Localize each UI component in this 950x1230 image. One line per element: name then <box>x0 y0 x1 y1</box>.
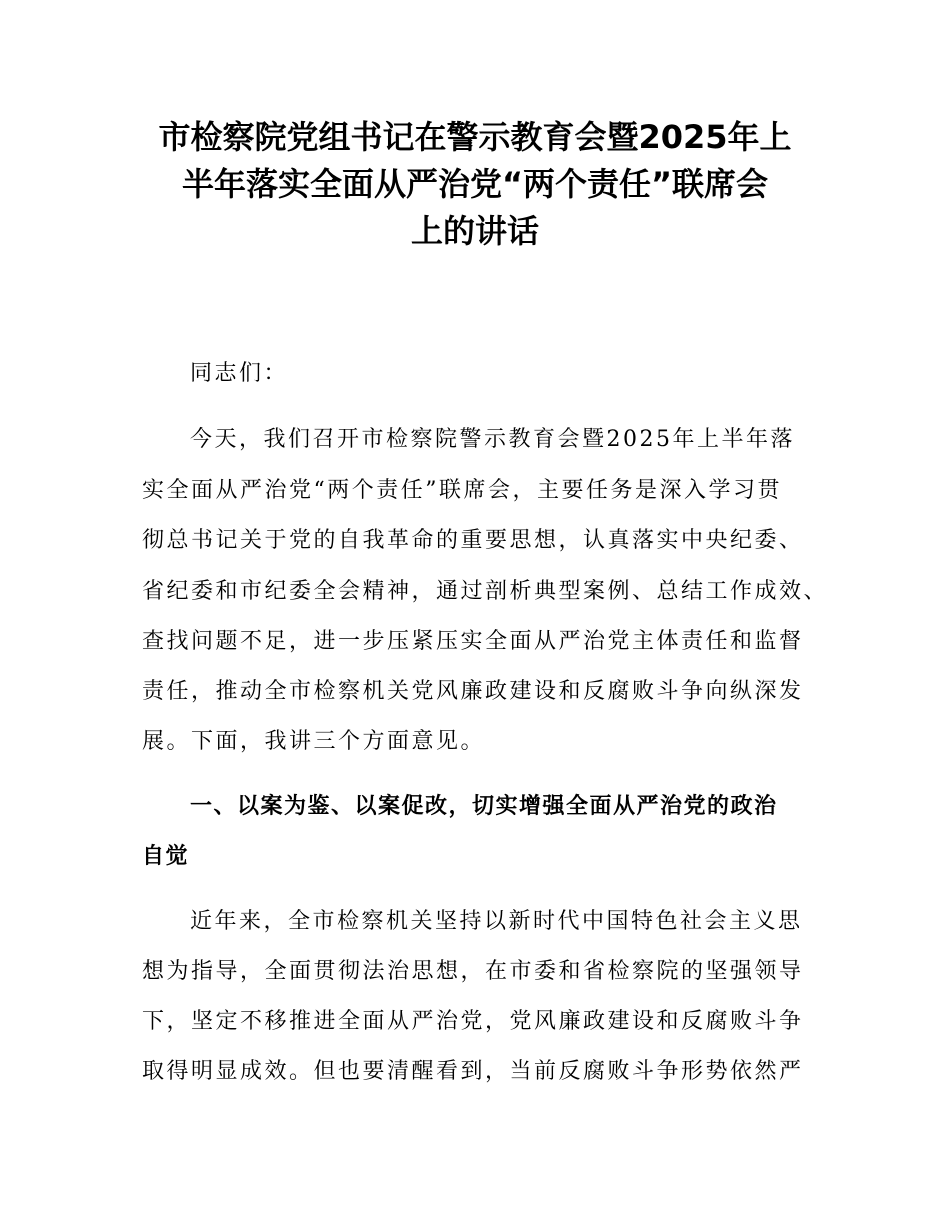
title-line-3: 上的讲话 <box>410 212 539 250</box>
paragraph-1-line: 彻总书记关于党的自我革命的重要思想，认真落实中央纪委、 <box>142 528 804 553</box>
paragraph-1-line: 实全面从严治党“两个责任”联席会，主要任务是深入学习贯 <box>142 478 782 503</box>
paragraph-1-line: 查找问题不足，进一步压紧压实全面从严治党主体责任和监督 <box>142 629 804 654</box>
title-line-1: 市检察院党组书记在警示教育会暨2025年上 <box>158 118 792 156</box>
paragraph-2-line: 取得明显成效。但也要清醒看到，当前反腐败斗争形势依然严 <box>142 1059 804 1084</box>
paragraph-1-line: 省纪委和市纪委全会精神，通过剖析典型案例、总结工作成效、 <box>142 579 829 604</box>
paragraph-2-line: 近年来，全市检察机关坚持以新时代中国特色社会主义思 <box>190 909 803 934</box>
title-line-2: 半年落实全面从严治党“两个责任”联席会 <box>181 165 769 203</box>
paragraph-1-line: 展。下面，我讲三个方面意见。 <box>142 729 486 754</box>
salutation: 同志们： <box>190 361 289 386</box>
section-1-heading-line: 一、以案为鉴、以案促改，切实增强全面从严治党的政治 <box>190 794 778 819</box>
section-1-heading-line: 自觉 <box>142 844 190 869</box>
paragraph-1-line: 责任，推动全市检察机关党风廉政建设和反腐败斗争向纵深发 <box>142 679 804 704</box>
document-title <box>100 114 850 255</box>
paragraph-1-line: 今天，我们召开市检察院警示教育会暨2025年上半年落 <box>190 427 795 452</box>
paragraph-2-line: 想为指导，全面贯彻法治思想，在市委和省检察院的坚强领导 <box>142 959 804 984</box>
paragraph-2-line: 下，坚定不移推进全面从严治党，党风廉政建设和反腐败斗争 <box>142 1009 804 1034</box>
